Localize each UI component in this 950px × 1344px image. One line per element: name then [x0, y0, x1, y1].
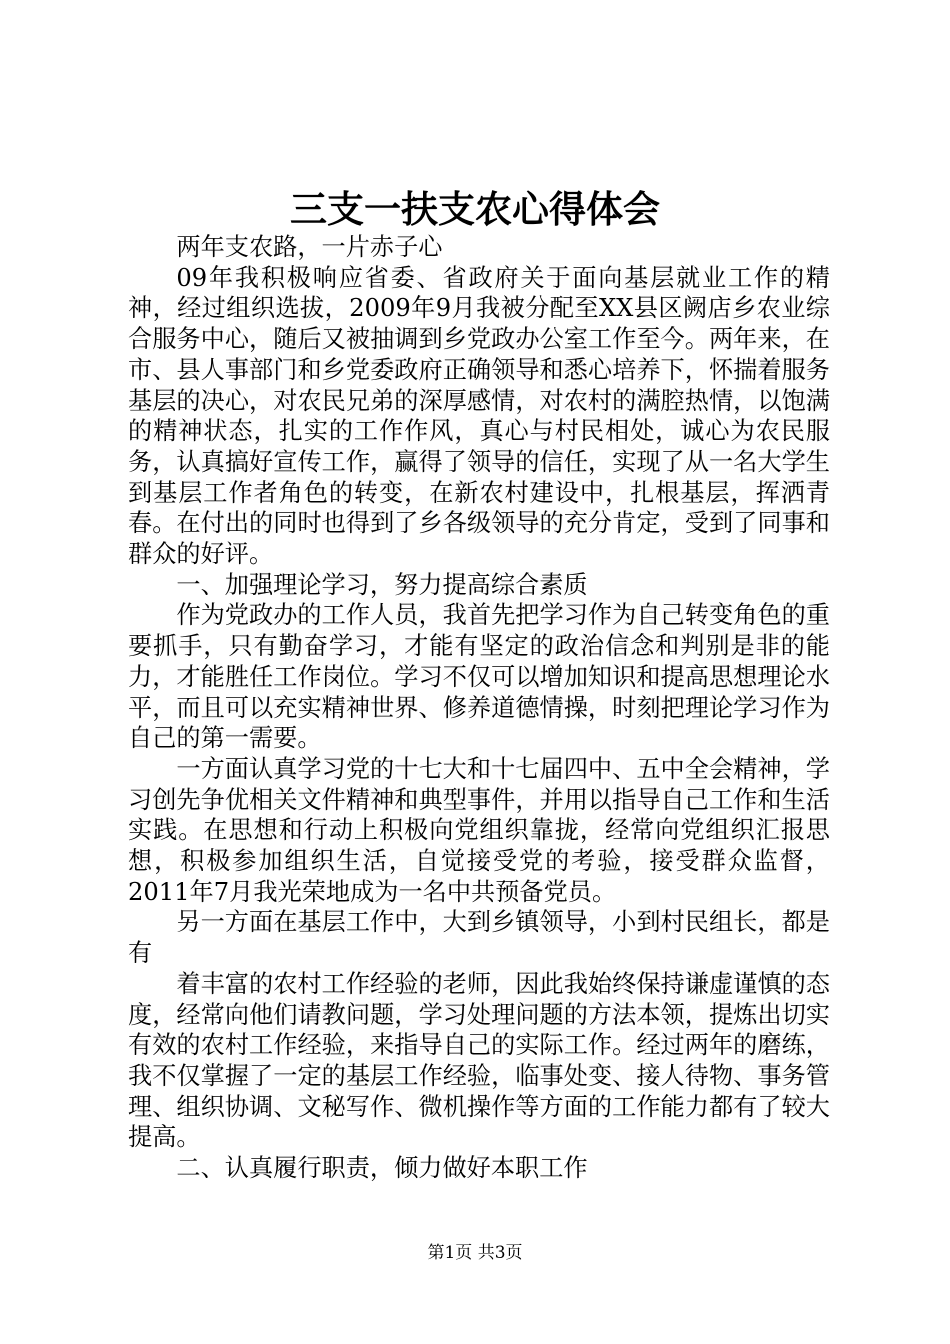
body-paragraph: 一方面认真学习党的十七大和十七届四中、五中全会精神，学习创先争优相关文件精神和典型事件，并用以指导自己工作和生活实践。在思想和行动上积极向党组织靠拢，经常向党组织汇报思想，积极参加组织生活，自觉接受党的考验，接受群众监督，2011年7月我光荣地成为一名中共预备党员。	[128, 754, 830, 906]
intro-paragraph: 09年我积极响应省委、省政府关于面向基层就业工作的精神，经过组织选拔，2009年9月我被分配至XX县区阙店乡农业综合服务中心，随后又被抽调到乡党政办公室工作至今。两年来，在市、县人事部门和乡党委政府正确领导和悉心培养下，怀揣着服务基层的决心，对农民兄弟的深厚感情，对农村的满腔热情，以饱满的精神状态，扎实的工作作风，真心与村民相处，诚心为农民服务，认真搞好宣传工作，赢得了领导的信任，实现了从一名大学生到基层工作者角色的转变，在新农村建设中，扎根基层，挥洒青春。在付出的同时也得到了乡各级领导的充分肯定，受到了同事和群众的好评。	[128, 263, 830, 569]
page-number-footer: 第1页 共3页	[427, 1243, 523, 1263]
body-paragraph: 另一方面在基层工作中，大到乡镇领导，小到村民组长，都是有	[128, 908, 830, 968]
section-heading-1: 一、加强理论学习，努力提高综合素质	[176, 570, 588, 599]
subtitle-paragraph: 两年支农路，一片赤子心	[176, 233, 443, 261]
document-body	[128, 232, 830, 1184]
body-paragraph: 作为党政办的工作人员，我首先把学习作为自己转变角色的重要抓手，只有勤奋学习，才能有坚定的政治信念和判别是非的能力，才能胜任工作岗位。学习不仅可以增加知识和提高思想理论水平，而且可以充实精神世界、修养道德情操，时刻把理论学习作为自己的第一需要。	[128, 601, 830, 753]
section-heading-2: 二、认真履行职责，倾力做好本职工作	[176, 1154, 588, 1183]
document-title: 三支一扶支农心得体会	[290, 187, 660, 231]
body-paragraph: 着丰富的农村工作经验的老师，因此我始终保持谦虚谨慎的态度，经常向他们请教问题，学习处理问题的方法本领，提炼出切实有效的农村工作经验，来指导自己的实际工作。经过两年的磨练，我不仅掌握了一定的基层工作经验，临事处变、接人待物、事务管理、组织协调、文秘写作、微机操作等方面的工作能力都有了较大提高。	[128, 969, 830, 1152]
